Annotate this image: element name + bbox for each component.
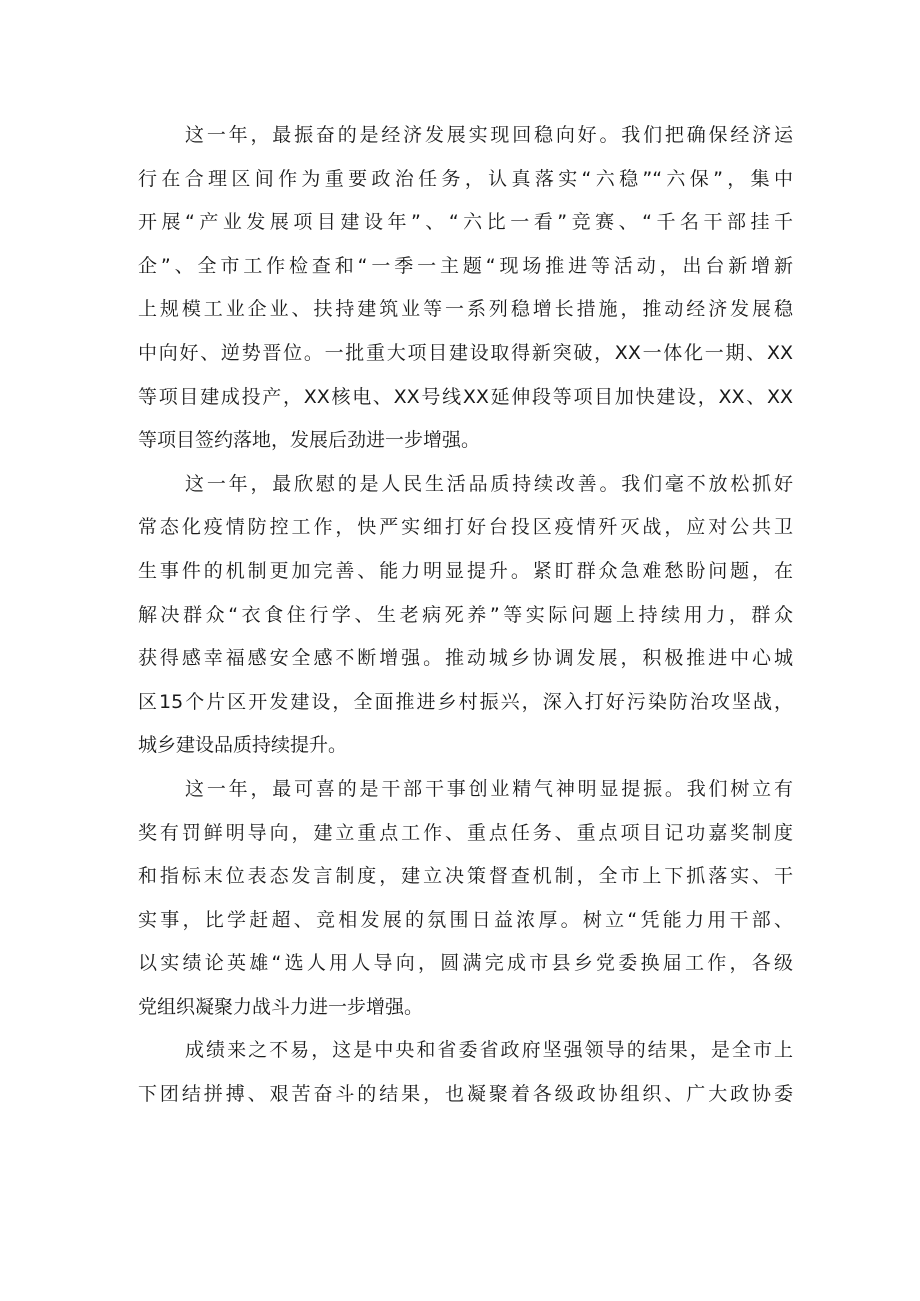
paragraph-3-line-3: 和指标末位表态发言制度，建立决策督查机制，全市上下抓落实、干: [138, 865, 793, 888]
paragraph-2-line-7: 城乡建设品质持续提升。: [138, 734, 348, 757]
paragraph-1-line-7: 等项目建成投产，XX核电、XX号线XX延伸段等项目加快建设，XX、XX: [138, 385, 793, 408]
paragraph-1-line-1: 这一年，最振奋的是经济发展实现回稳向好。我们把确保经济运: [185, 124, 793, 146]
paragraph-3-line-4: 实事，比学赶超、竞相发展的氛围日益浓厚。树立“凭能力用干部、: [138, 908, 793, 931]
paragraph-1-line-3: 开展“产业发展项目建设年”、“六比一看”竞赛、“千名干部挂千: [138, 211, 793, 234]
paragraph-4-line-1: 成绩来之不易，这是中央和省委省政府坚强领导的结果，是全市上: [185, 1039, 793, 1062]
paragraph-2-line-1: 这一年，最欣慰的是人民生活品质持续改善。我们毫不放松抓好: [185, 472, 793, 495]
paragraph-1-line-5: 上规模工业企业、扶持建筑业等一系列稳增长措施，推动经济发展稳: [138, 298, 793, 321]
paragraph-1-line-8: 等项目签约落地，发展后劲进一步增强。: [138, 429, 481, 452]
paragraph-2-line-6: 区15个片区开发建设，全面推进乡村振兴，深入打好污染防治攻坚战，: [138, 690, 793, 713]
paragraph-1-line-6: 中向好、逆势晋位。一批重大项目建设取得新突破，XX一体化一期、XX: [138, 341, 793, 364]
paragraph-3-line-6: 党组织凝聚力战斗力进一步增强。: [138, 995, 424, 1018]
paragraph-3-line-1: 这一年，最可喜的是干部干事创业精气神明显提振。我们树立有: [185, 777, 793, 800]
paragraph-3-line-5: 以实绩论英雄“选人用人导向，圆满完成市县乡党委换届工作，各级: [138, 952, 793, 975]
paragraph-3-line-2: 奖有罚鲜明导向，建立重点工作、重点任务、重点项目记功嘉奖制度: [138, 821, 793, 844]
paragraph-2-line-4: 解决群众“衣食住行学、生老病死养”等实际问题上持续用力，群众: [138, 603, 793, 626]
paragraph-2-line-3: 生事件的机制更加完善、能力明显提升。紧盯群众急难愁盼问题，在: [138, 559, 793, 582]
paragraph-2-line-5: 获得感幸福感安全感不断增强。推动城乡协调发展，积极推进中心城: [138, 647, 793, 670]
paragraph-2-line-2: 常态化疫情防控工作，快严实细打好台投区疫情歼灭战，应对公共卫: [138, 516, 793, 539]
document-body: [138, 114, 793, 1117]
paragraph-1-line-4: 企”、全市工作检查和“一季一主题“现场推进等活动，出台新增新: [138, 254, 793, 277]
paragraph-1-line-2: 行在合理区间作为重要政治任务，认真落实“六稳”“六保”，集中: [138, 167, 793, 190]
paragraph-4-line-2: 下团结拼搏、艰苦奋斗的结果，也凝聚着各级政协组织、广大政协委: [138, 1083, 793, 1106]
